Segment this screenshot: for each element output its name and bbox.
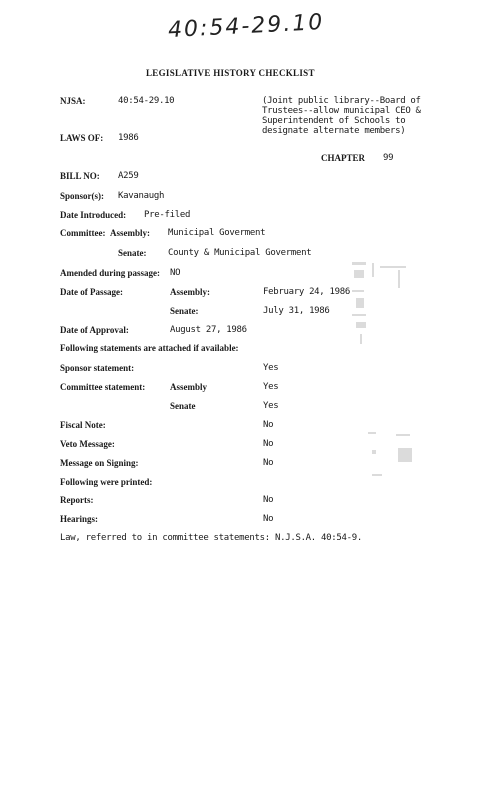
date-introduced-value: Pre-filed <box>144 210 191 220</box>
passage-assembly-value: February 24, 1986 <box>263 287 351 297</box>
chapter-value: 99 <box>383 153 394 163</box>
amended-label: Amended during passage: <box>60 268 161 278</box>
page-title: LEGISLATIVE HISTORY CHECKLIST <box>146 68 315 78</box>
committee-statement-assembly-value: Yes <box>263 382 279 392</box>
chapter-label: CHAPTER <box>321 153 366 163</box>
hearings-value: No <box>263 514 274 524</box>
njsa-value: 40:54-29.10 <box>118 96 175 106</box>
hearings-label: Hearings: <box>60 514 98 524</box>
message-on-signing-value: No <box>263 458 274 468</box>
laws-of-label: LAWS OF: <box>60 133 104 143</box>
committee-statement-label: Committee statement: <box>60 382 146 392</box>
committee-senate-value: County & Municipal Goverment <box>168 248 312 258</box>
passage-assembly-label: Assembly: <box>170 287 210 297</box>
njsa-label: NJSA: <box>60 96 86 106</box>
bill-no-label: BILL NO: <box>60 171 100 181</box>
veto-message-label: Veto Message: <box>60 439 115 449</box>
passage-senate-label: Senate: <box>170 306 199 316</box>
committee-statement-assembly-label: Assembly <box>170 382 208 392</box>
committee-assembly-label: Assembly: <box>110 228 150 238</box>
committee-statement-senate-value: Yes <box>263 401 279 411</box>
date-of-approval-label: Date of Approval: <box>60 325 129 335</box>
date-introduced-label: Date Introduced: <box>60 210 127 220</box>
law-referred-text: Law, referred to in committee statements: N.J.S.A. 40:54-9. <box>60 533 362 543</box>
sponsor-statement-value: Yes <box>263 363 279 373</box>
bill-description: (Joint public library--Board of Trustees--allow municipal CEO & Superintendent of Schools to designate alternate members) <box>262 96 421 136</box>
passage-senate-value: July 31, 1986 <box>263 306 330 316</box>
sponsors-label: Sponsor(s): <box>60 191 105 201</box>
date-of-passage-label: Date of Passage: <box>60 287 123 297</box>
attached-heading: Following statements are attached if available: <box>60 343 239 353</box>
sponsors-value: Kavanaugh <box>118 191 165 201</box>
amended-value: NO <box>170 268 181 278</box>
message-on-signing-label: Message on Signing: <box>60 458 139 468</box>
committee-assembly-value: Municipal Goverment <box>168 228 266 238</box>
committee-statement-senate-label: Senate <box>170 401 196 411</box>
veto-message-value: No <box>263 439 274 449</box>
fiscal-note-value: No <box>263 420 274 430</box>
sponsor-statement-label: Sponsor statement: <box>60 363 135 373</box>
bill-no-value: A259 <box>118 171 139 181</box>
laws-of-value: 1986 <box>118 133 139 143</box>
printed-heading: Following were printed: <box>60 477 153 487</box>
fiscal-note-label: Fiscal Note: <box>60 420 106 430</box>
date-of-approval-value: August 27, 1986 <box>170 325 247 335</box>
reports-label: Reports: <box>60 495 94 505</box>
handwritten-number: 40:54-29.10 <box>167 9 325 44</box>
reports-value: No <box>263 495 274 505</box>
committee-senate-label: Senate: <box>118 248 147 258</box>
committee-label: Committee: <box>60 228 106 238</box>
